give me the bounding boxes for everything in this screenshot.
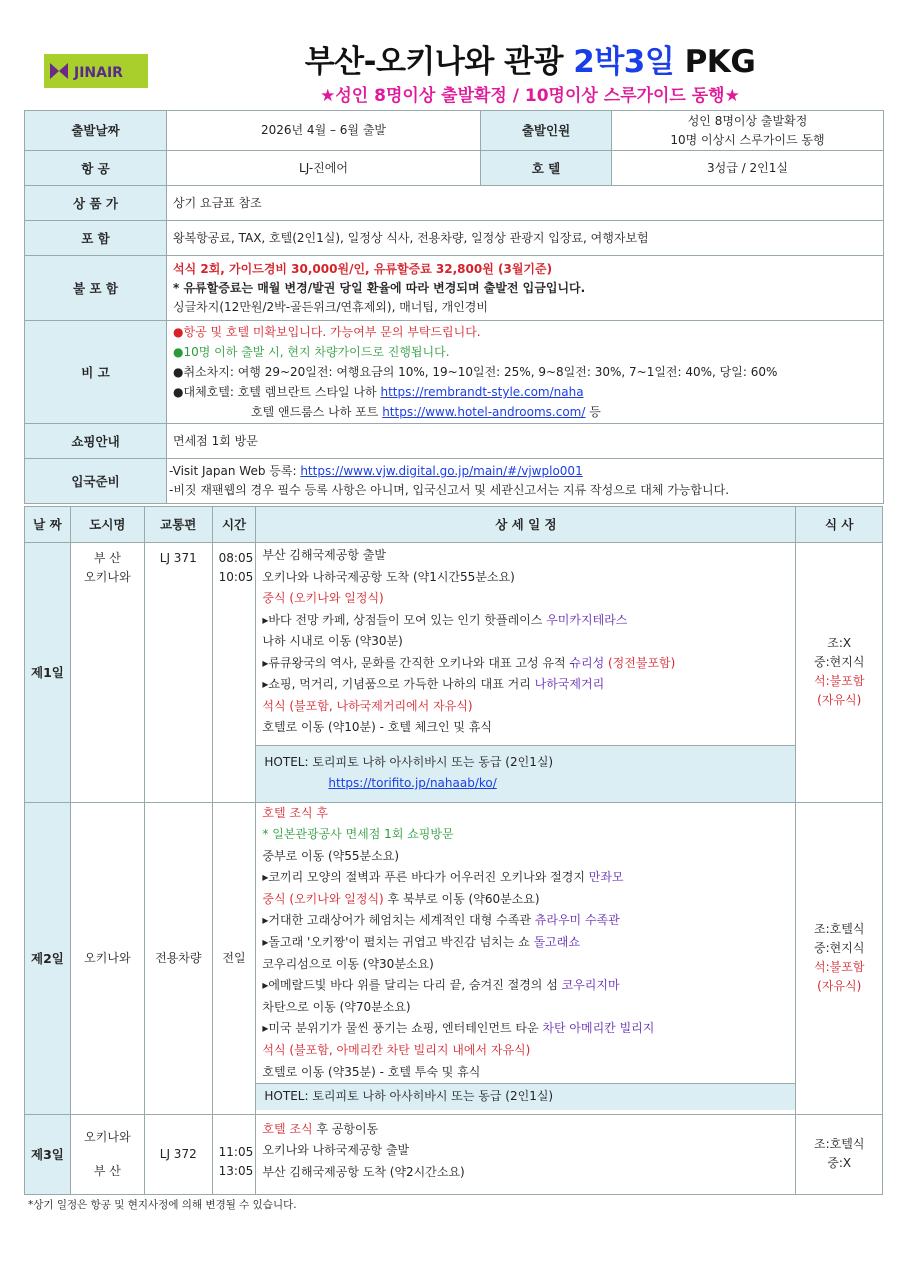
day3-meal: 조:호텔식 중:X [796,1114,883,1194]
info-table [24,110,884,504]
day2-meal: 조:호텔식 중:현지식 석:불포함 (자유식) [796,802,883,1114]
day3-time: 11:05 13:05 [212,1114,256,1194]
col-day: 날 짜 [25,507,71,543]
rembrandt-link[interactable]: https://rembrandt-style.com/naha [380,385,584,399]
day1-transport: LJ 371 [144,543,212,803]
logo-text: JINAIR [74,65,123,81]
day2-hotel-box: HOTEL: 토리피토 나하 아사히바시 또는 동급 (2인1실) [256,1083,795,1110]
page-subtitle: ★성인 8명이상 출발확정 / 10명이상 스루가이드 동행★ [320,86,740,106]
exclude-label: 불 포 함 [25,256,167,321]
col-meal: 식 사 [796,507,883,543]
airline-label: 항 공 [25,151,167,186]
day2-label: 제2일 [25,802,71,1114]
depart-date-value: 2026년 4월 – 6월 출발 [167,111,481,151]
day2-row [25,802,883,1114]
day1-time: 08:05 10:05 [212,543,256,803]
day3-detail: 호텔 조식 후 공항이동 오키나와 나하국제공항 출발 부산 김해국제공항 도착 (약2시간소요) [256,1114,796,1194]
col-transport: 교통편 [144,507,212,543]
price-label: 상 품 가 [25,186,167,221]
remarks-value: ●항공 및 호텔 미확보입니다. 가능여부 문의 부탁드립니다. ●10명 이하 출발 시, 현지 차량가이드로 진행됩니다. ●취소차지: 여행 29~20일전: 여행요금의 10%, 19~10일전: 25%, 9~8일전: 30%, 7~1일전: 40%, 당일: 60% ●대체호텔: 호텔 렘브란트 스타일 나하 https://rembrandt-style.com/naha 호텔 앤드룸스 나하 포트 https://www.hotel-androoms.com/ 등 [167,321,884,424]
day3-row [25,1114,883,1194]
include-value: 왕복항공료, TAX, 호텔(2인1실), 일정상 식사, 전용차량, 일정상 관광지 입장료, 여행자보험 [167,221,884,256]
price-value: 상기 요금표 참조 [167,186,884,221]
day2-transport: 전용차량 [144,802,212,1114]
day3-city: 오키나와 부 산 [70,1114,144,1194]
depart-date-label: 출발날짜 [25,111,167,151]
shopping-value: 면세점 1회 방문 [167,424,884,459]
entry-value: -Visit Japan Web 등록: https://www.vjw.digital.go.jp/main/#/vjwplo001 -비짓 재팬웹의 경우 필수 등록 사항은 아니며, 입국신고서 및 세관신고서는 지류 작성으로 대체 가능합니다. [167,459,884,504]
footnote: *상기 일정은 항공 및 현지사정에 의해 변경될 수 있습니다. [28,1199,297,1211]
jinair-logo [44,54,148,88]
day1-row [25,543,883,803]
day1-detail: 부산 김해국제공항 출발 오키나와 나하국제공항 도착 (약1시간55분소요) 중식 (오키나와 일정식) ▸바다 전망 카페, 상점들이 모여 있는 인기 핫플레이스 우미카지테라스 나하 시내로 이동 (약30분) ▸류큐왕국의 역사, 문화를 간직한 오키나와 대표 고성 유적 슈리성 (정전불포함) ▸쇼핑, 먹거리, 기념품으로 가득한 나하의 대표 거리 나하국제거리 석식 (불포함, 나하국제거리에서 자유식) 호텔로 이동 (약10분) - 호텔 체크인 및 휴식 HOTEL: 토리피토 나하 아사히바시 또는 동급 (2인1실) https://torifito.jp/nahaab/ko/ [256,543,796,803]
entry-label: 입국준비 [25,459,167,504]
airline-value: LJ-진에어 [167,151,481,186]
col-city: 도시명 [70,507,144,543]
hotel-label: 호 텔 [481,151,612,186]
torifito-link[interactable]: https://torifito.jp/nahaab/ko/ [328,776,497,790]
day3-label: 제3일 [25,1114,71,1194]
day1-label: 제1일 [25,543,71,803]
hotel-value: 3성급 / 2인1실 [612,151,884,186]
day1-hotel-box: HOTEL: 토리피토 나하 아사히바시 또는 동급 (2인1실) https://torifito.jp/nahaab/ko/ [256,745,795,802]
day2-detail: 호텔 조식 후 * 일본관광공사 면세점 1회 쇼핑방문 중부로 이동 (약55분소요) ▸코끼리 모양의 절벽과 푸른 바다가 어우러진 오키나와 절경지 만좌모 중식 (오키나와 일정식) 후 북부로 이동 (약60분소요) ▸거대한 고래상어가 헤엄치는 세계적인 대형 수족관 츄라우미 수족관 ▸돌고래 '오키짱'이 펼치는 귀엽고 박진감 넘치는 쇼 돌고래쇼 코우리섬으로 이동 (약30분소요) ▸에메랄드빛 바다 위를 달리는 다리 끝, 숨겨진 절경의 섬 코우리지마 차탄으로 이동 (약70분소요) ▸미국 분위기가 물씬 풍기는 쇼핑, 엔터테인먼트 타운 차탄 아메리칸 빌리지 석식 (불포함, 아메리칸 차탄 빌리지 내에서 자유식) 호텔로 이동 (약35분) - 호텔 투숙 및 휴식 HOTEL: 토리피토 나하 아사히바시 또는 동급 (2인1실) [256,802,796,1114]
page-title: 부산-오키나와 관광 2박3일 PKG [304,44,756,80]
shopping-label: 쇼핑안내 [25,424,167,459]
exclude-value: 석식 2회, 가이드경비 30,000원/인, 유류할증료 32,800원 (3월기준) * 유류할증료는 매월 변경/발권 당일 환율에 따라 변경되며 출발전 입금입니다. 싱글차지(12만원/2박-골든위크/연휴제외), 매너팁, 개인경비 [167,256,884,321]
include-label: 포 함 [25,221,167,256]
col-time: 시간 [212,507,256,543]
people-value: 성인 8명이상 출발확정 10명 이상시 스루가이드 동행 [612,111,884,151]
remarks-label: 비 고 [25,321,167,424]
day1-city: 부 산 오키나와 [70,543,144,803]
vjw-link[interactable]: https://www.vjw.digital.go.jp/main/#/vjwplo001 [300,464,583,478]
androoms-link[interactable]: https://www.hotel-androoms.com/ [382,405,586,419]
schedule-table [24,506,883,1195]
day2-city: 오키나와 [70,802,144,1114]
people-label: 출발인원 [481,111,612,151]
day2-time: 전일 [212,802,256,1114]
day3-transport: LJ 372 [144,1114,212,1194]
col-detail: 상 세 일 정 [256,507,796,543]
day1-meal: 조:X 중:현지식 석:불포함 (자유식) [796,543,883,803]
